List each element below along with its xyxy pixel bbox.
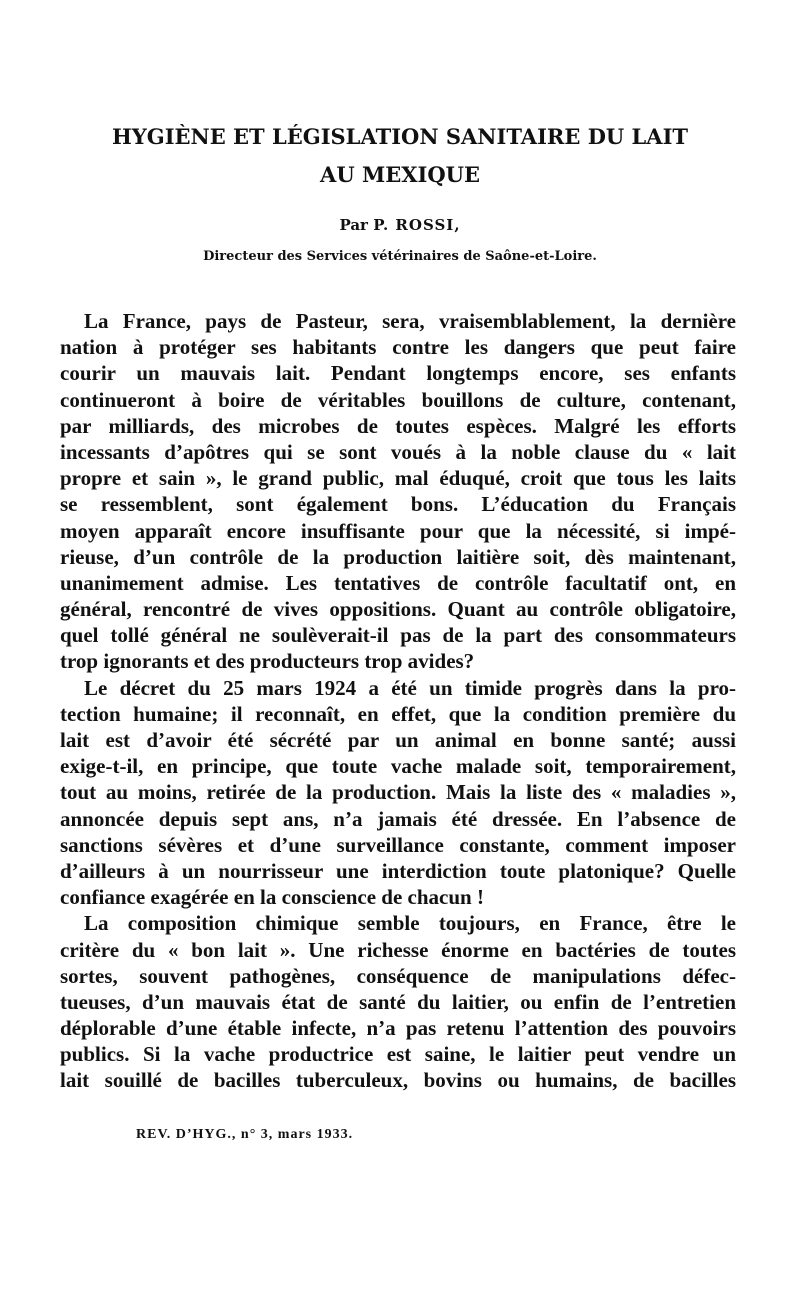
- byline-prefix: Par: [339, 216, 368, 234]
- body-line: lait souillé de bacilles tuberculeux, bovins ou humains, de bacilles: [60, 1068, 736, 1093]
- body-line: La composition chimique semble toujours, en France, être le: [84, 911, 736, 936]
- body-line: lait est d’avoir été sécrété par un animal en bonne santé; aussi: [60, 728, 736, 752]
- article-title-line-2: AU MEXIQUE: [320, 162, 480, 187]
- body-line: annoncée depuis sept ans, n’a jamais été dressée. En l’absence de: [60, 806, 736, 831]
- body-line: nation à protéger ses habitants contre les dangers que peut faire: [60, 335, 736, 360]
- body-line: se ressemblent, sont également bons. L’éducation du Français: [60, 492, 736, 517]
- article-title-line-1: HYGIÈNE ET LÉGISLATION SANITAIRE DU LAIT: [111, 124, 689, 149]
- body-line: La France, pays de Pasteur, sera, vraisemblablement, la dernière: [84, 309, 736, 333]
- body-line: trop ignorants et des producteurs trop avides?: [60, 649, 475, 674]
- author-affiliation: Directeur des Services vétérinaires de Saône-et-Loire.: [203, 249, 597, 264]
- body-line: incessants d’apôtres qui se sont voués à la noble clause du « lait: [60, 439, 736, 464]
- body-line: exige-t-il, en principe, que toute vache malade soit, temporairement,: [60, 754, 736, 779]
- body-line: propre et sain », le grand public, mal éduqué, croit que tous les laits: [60, 466, 736, 491]
- body-line: tout au moins, retirée de la production. Mais la liste des « maladies »,: [60, 780, 736, 805]
- body-line: tection humaine; il reconnaît, en effet, que la condition première du: [60, 701, 736, 726]
- article-body: [60, 308, 736, 1094]
- body-line: quel tollé général ne soulèverait-il pas de la part des consommateurs: [60, 623, 736, 648]
- body-line: d’ailleurs à un nourrisseur une interdiction toute platonique? Quelle: [60, 858, 736, 883]
- body-line: sortes, souvent pathogènes, conséquence de manipulations défec-: [60, 963, 736, 988]
- body-line: critère du « bon lait ». Une richesse énorme en bactéries de toutes: [60, 937, 736, 962]
- body-line: continueront à boire de véritables bouillons de culture, contenant,: [60, 387, 736, 412]
- body-line: général, rencontré de vives oppositions. Quant au contrôle obligatoire,: [60, 597, 736, 622]
- body-line: moyen apparaît encore insuffisante pour que la nécessité, si impé-: [60, 518, 736, 543]
- journal-citation: REV. D’HYG., n° 3, mars 1933.: [136, 1127, 354, 1142]
- body-line: publics. Si la vache productrice est saine, le laitier peut vendre un: [60, 1042, 736, 1067]
- author-name: P. ROSSI,: [373, 216, 461, 234]
- body-line: confiance exagérée en la conscience de chacun !: [60, 885, 484, 910]
- body-line: unanimement admise. Les tentatives de contrôle facultatif ont, en: [60, 570, 736, 595]
- body-line: courir un mauvais lait. Pendant longtemps encore, ses enfants: [60, 361, 736, 386]
- body-line: déplorable d’une étable infecte, n’a pas retenu l’attention des pouvoirs: [60, 1016, 736, 1041]
- body-line: sanctions sévères et d’une surveillance constante, comment imposer: [60, 832, 736, 857]
- body-line: par milliards, des microbes de toutes espèces. Malgré les efforts: [60, 413, 736, 438]
- byline: [60, 216, 740, 234]
- body-line: Le décret du 25 mars 1924 a été un timide progrès dans la pro-: [84, 675, 736, 700]
- body-line: rieuse, d’un contrôle de la production laitière soit, dès maintenant,: [60, 544, 736, 569]
- body-line: tueuses, d’un mauvais état de santé du laitier, ou enfin de l’entretien: [60, 989, 736, 1014]
